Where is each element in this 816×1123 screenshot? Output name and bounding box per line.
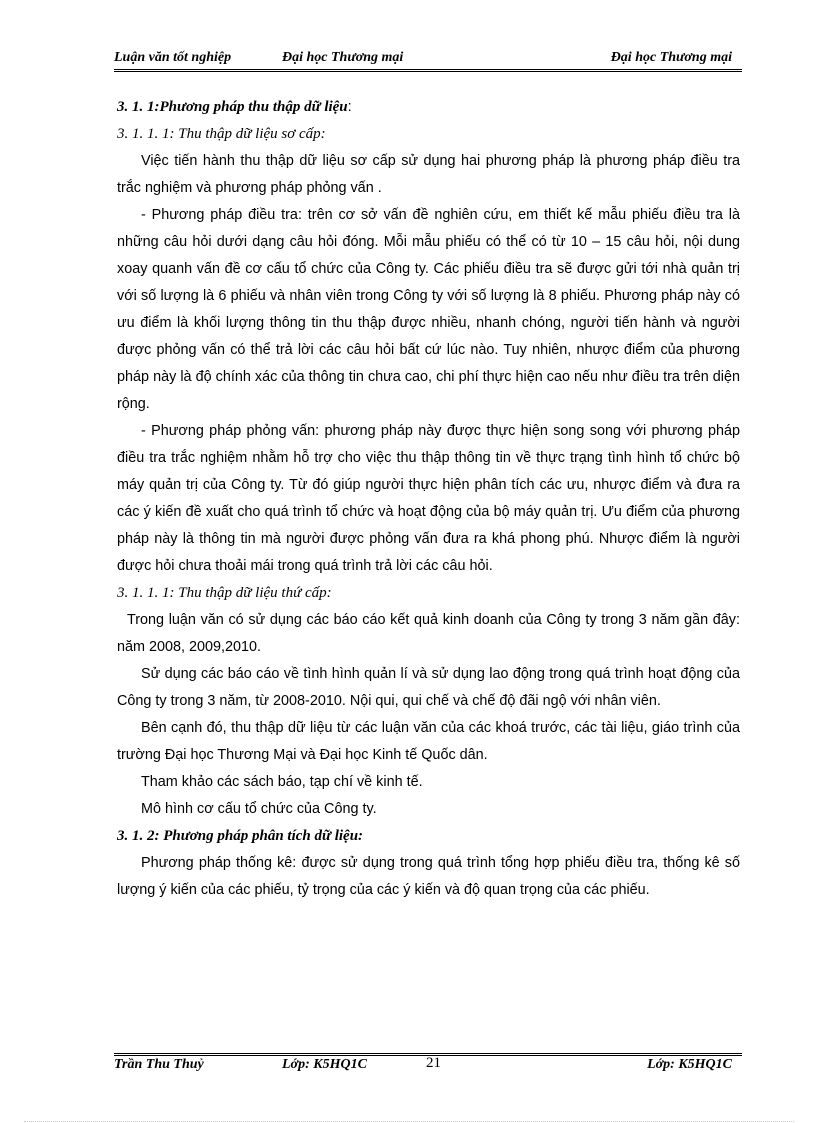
footer-class-left: Lớp: K5HQ1C [282,1057,367,1072]
paragraph-secondary-reports: Trong luận văn có sử dụng các báo cáo kết quả kinh doanh của Công ty trong 3 năm gần đây: năm 2008, 2009,2010. [117,612,740,655]
paragraph-statistics-method: Phương pháp thống kê: được sử dụng trong quá trình tổng hợp phiếu điều tra, thống kê số lượng ý kiến của các phiếu, tỷ trọng của các ý kiến và độ quan trọng của các phiếu. [117,855,740,898]
paragraph-primary-intro: Việc tiến hành thu thập dữ liệu sơ cấp sử dụng hai phương pháp là phương pháp điều tra trắc nghiệm và phương pháp phỏng vấn . [117,153,740,196]
paragraph-secondary-org-model: Mô hình cơ cấu tổ chức của Công ty. [141,801,377,817]
page-footer [114,1057,742,1077]
header-rule [114,69,742,70]
paragraph-survey-method: - Phương pháp điều tra: trên cơ sở vấn đề nghiên cứu, em thiết kế mẫu phiếu điều tra là những câu hỏi dưới dạng câu hỏi đóng. Mỗi mẫu phiếu có thể có từ 10 – 15 câu hỏi, nội dung xoay quanh vấn đề cơ cấu tổ chức của Công ty. Các phiếu điều tra sẽ được gửi tới nhà quản trị với số lượng là 6 phiếu và nhân viên trong Công ty với số lượng là 8 phiếu. Phương pháp này có ưu điểm là khối lượng thông tin thu thập được nhiều, nhanh chóng, người tiến hành và người được phỏng vấn có thể trả lời các câu hỏi bất cứ lúc nào. Tuy nhiên, nhược điểm của phương pháp này là độ chính xác của thông tin chưa cao, chi phí thực hiện cao nếu như điều tra trên diện rộng. [117,207,740,412]
footer-rule [114,1053,742,1054]
paragraph-secondary-theses: Bên cạnh đó, thu thập dữ liệu từ các luận văn của các khoá trước, các tài liệu, giáo trình của trường Đại học Thương Mại và Đại học Kinh tế Quốc dân. [117,720,740,763]
footer-author: Trần Thu Thuỷ [114,1057,204,1072]
page-bottom-edge [24,1121,794,1122]
subsection-heading-secondary-data: 3. 1. 1. 1: Thu thập dữ liệu thứ cấp: [117,585,332,601]
paragraph-interview-method: - Phương pháp phỏng vấn: phương pháp này được thực hiện song song với phương pháp điều tra trắc nghiệm nhằm hỗ trợ cho việc thu thập thông tin về thực trạng tình hình tổ chức bộ máy quản trị của Công ty. Từ đó giúp người thực hiện phân tích các ưu, nhược điểm và đưa ra các ý kiến đề xuất cho quá trình tổ chức và hoạt động của bộ máy quản trị. Ưu điểm của phương pháp này là thông tin mà người được phỏng vấn đưa ra khá phong phú. Nhược điểm là người được hỏi chưa thoải mái trong quá trình trả lời các câu hỏi. [117,423,740,574]
subsection-heading-primary-data: 3. 1. 1. 1: Thu thập dữ liệu sơ cấp: [117,126,326,142]
header-university-left: Đại học Thương mại [282,50,404,65]
header-rule-thin [114,71,742,72]
page-header [114,50,742,70]
paragraph-secondary-labor: Sử dụng các báo cáo về tình hình quản lí và sử dụng lao động trong quá trình hoạt động của Công ty trong 3 năm, từ 2008-2010. Nội qui, qui chế và chế độ đãi ngộ với nhân viên. [117,666,740,709]
header-thesis-label: Luận văn tốt nghiệp [114,50,232,65]
section-heading-analysis-methods: 3. 1. 2: Phương pháp phân tích dữ liệu: [117,828,364,844]
paragraph-secondary-press: Tham khảo các sách báo, tạp chí về kinh tế. [141,774,423,790]
page-number: 21 [426,1055,441,1071]
header-university-right: Đại học Thương mại [610,50,732,65]
page-body [117,94,740,904]
footer-class-right: Lớp: K5HQ1C [647,1057,732,1072]
section-heading-collection-methods: 3. 1. 1:Phương pháp thu thập dữ liệu: [117,99,352,115]
